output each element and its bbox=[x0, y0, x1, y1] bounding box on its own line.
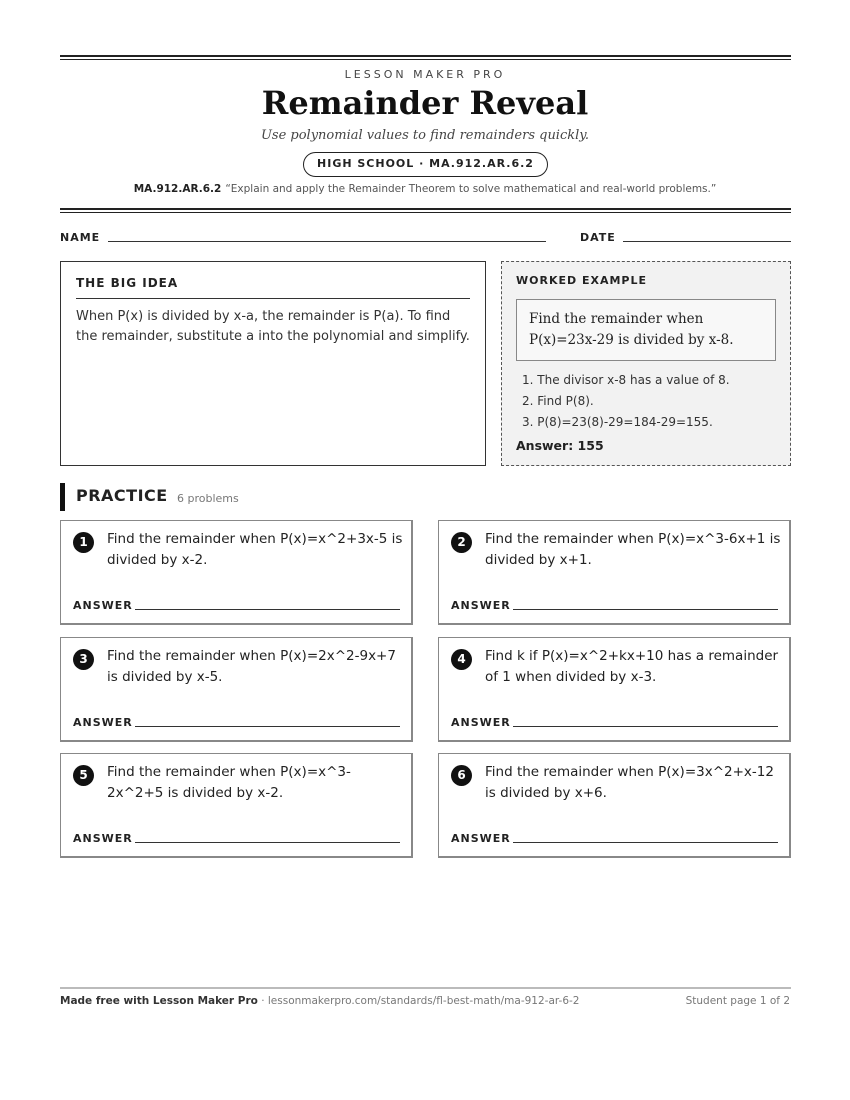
worked-example-problem: Find the remainder when P(x)=23x-29 is divided by x-8. bbox=[516, 299, 776, 361]
worked-step: 1. The divisor x-8 has a value of 8. bbox=[522, 373, 730, 387]
problem-text: Find the remainder when P(x)=2x^2-9x+7 is divided by x-5. bbox=[107, 648, 396, 685]
big-idea-box bbox=[60, 261, 486, 466]
answer-label: ANSWER bbox=[73, 716, 133, 729]
answer-field[interactable] bbox=[135, 842, 400, 843]
name-label: NAME bbox=[60, 231, 101, 244]
worked-example-box bbox=[501, 261, 791, 466]
problem-card-4 bbox=[438, 637, 791, 742]
worked-step: 2. Find P(8). bbox=[522, 394, 594, 408]
problem-text: Find the remainder when P(x)=x^3-6x+1 is divided by x+1. bbox=[485, 531, 781, 568]
worked-example-steps bbox=[516, 370, 776, 433]
footer-credit bbox=[60, 995, 579, 1007]
answer-label: ANSWER bbox=[73, 599, 133, 612]
problem-text: Find the remainder when P(x)=x^3-2x^2+5 is divided by x-2. bbox=[107, 764, 351, 801]
name-field[interactable] bbox=[108, 241, 546, 242]
problem-card-5 bbox=[60, 753, 413, 858]
problem-number: 5 bbox=[73, 765, 94, 786]
answer-field[interactable] bbox=[513, 726, 778, 727]
problem-text: Find the remainder when P(x)=x^2+3x-5 is divided by x-2. bbox=[107, 531, 403, 568]
answer-field[interactable] bbox=[135, 726, 400, 727]
practice-accent-bar bbox=[60, 483, 65, 511]
practice-count: 6 problems bbox=[177, 492, 239, 505]
page-subtitle: Use polynomial values to find remainders quickly. bbox=[260, 128, 590, 143]
problem-number: 6 bbox=[451, 765, 472, 786]
level-badge: HIGH SCHOOL · MA.912.AR.6.2 bbox=[303, 152, 548, 177]
date-field[interactable] bbox=[623, 241, 791, 242]
problem-number: 1 bbox=[73, 532, 94, 553]
problem-card-3 bbox=[60, 637, 413, 742]
footer-made-with: Made free with Lesson Maker Pro bbox=[60, 995, 258, 1007]
top-rule bbox=[60, 55, 791, 60]
problem-number: 3 bbox=[73, 649, 94, 670]
standard-code: MA.912.AR.6.2 bbox=[133, 183, 222, 195]
answer-label: ANSWER bbox=[451, 832, 511, 845]
date-label: DATE bbox=[580, 231, 616, 244]
problem-number: 2 bbox=[451, 532, 472, 553]
problem-card-6 bbox=[438, 753, 791, 858]
answer-label: ANSWER bbox=[73, 832, 133, 845]
problem-card-2 bbox=[438, 520, 791, 625]
practice-heading: PRACTICE bbox=[76, 486, 168, 505]
standard-text: “Explain and apply the Remainder Theorem to solve mathematical and real-world problems.” bbox=[225, 183, 717, 195]
answer-field[interactable] bbox=[135, 609, 400, 610]
answer-label: ANSWER bbox=[451, 716, 511, 729]
footer-rule bbox=[60, 987, 791, 989]
brand-name: LESSON MAKER PRO bbox=[344, 68, 506, 81]
worked-step: 3. P(8)=23(8)-29=184-29=155. bbox=[522, 415, 713, 429]
footer-page-number: Student page 1 of 2 bbox=[685, 995, 790, 1007]
worked-example-answer: Answer: 155 bbox=[516, 438, 604, 453]
answer-field[interactable] bbox=[513, 842, 778, 843]
answer-field[interactable] bbox=[513, 609, 778, 610]
problem-number: 4 bbox=[451, 649, 472, 670]
standard-line bbox=[0, 183, 850, 195]
problem-text: Find the remainder when P(x)=3x^2+x-12 is divided by x+6. bbox=[485, 764, 774, 801]
big-idea-heading: THE BIG IDEA bbox=[76, 276, 470, 299]
header-bottom-rule bbox=[60, 208, 791, 213]
problem-card-1 bbox=[60, 520, 413, 625]
big-idea-text: When P(x) is divided by x-a, the remainder is P(a). To find the remainder, substitute a into the polynomial and simplify. bbox=[76, 309, 470, 344]
footer-url[interactable]: · lessonmakerpro.com/standards/fl-best-math/ma-912-ar-6-2 bbox=[257, 995, 580, 1007]
page-title: Remainder Reveal bbox=[261, 84, 589, 122]
answer-label: ANSWER bbox=[451, 599, 511, 612]
problem-text: Find k if P(x)=x^2+kx+10 has a remainder of 1 when divided by x-3. bbox=[485, 648, 779, 685]
worked-example-heading: WORKED EXAMPLE bbox=[516, 274, 647, 287]
